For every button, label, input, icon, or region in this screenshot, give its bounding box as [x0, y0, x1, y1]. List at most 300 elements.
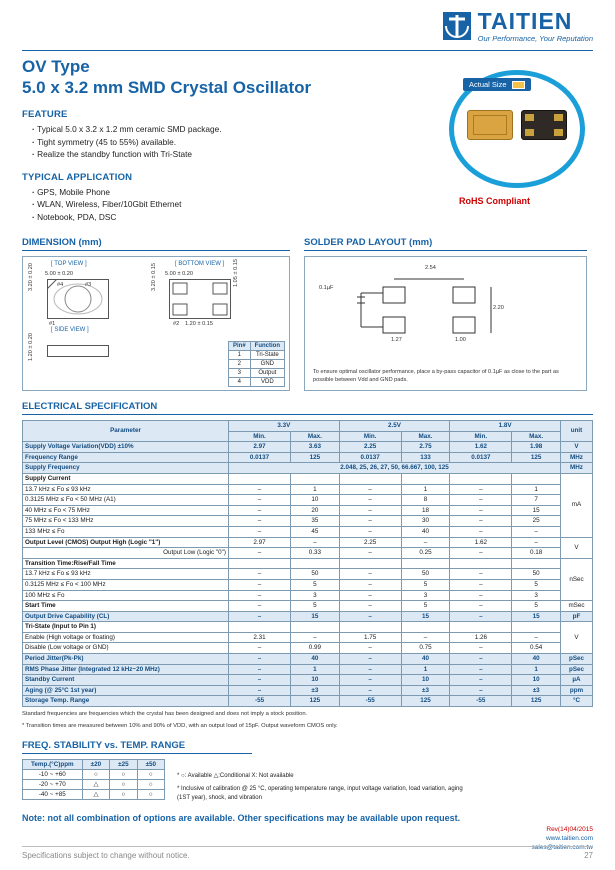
row-unit: pSec [561, 654, 593, 665]
brand-name: TAITIEN [477, 8, 573, 34]
cell: 45 [291, 526, 340, 537]
cell: 1.98 [512, 442, 561, 453]
feature-heading: FEATURE [22, 109, 68, 120]
row-parameter: Start Time [23, 601, 229, 612]
row-parameter: Supply Voltage Variation(VDD) ±10% [23, 442, 229, 453]
table-row [23, 473, 593, 484]
cell: 10 [291, 675, 340, 686]
row-unit: V [561, 622, 593, 654]
table-row [23, 569, 593, 580]
row-group-label: Tri-State (Input to Pin 1) [23, 622, 229, 633]
bottom-view-label: [ BOTTOM VIEW ] [175, 261, 225, 267]
row-parameter: 13.7 kHz ≤ Fo ≤ 93 kHz [23, 569, 229, 580]
cell: – [512, 632, 561, 643]
stability-heading: FREQ. STABILITY vs. TEMP. RANGE [22, 740, 252, 754]
temp-range: -20 ~ +70 [23, 780, 83, 790]
cell: 125 [512, 696, 561, 707]
cell: 0.99 [291, 643, 340, 654]
cell: 125 [291, 696, 340, 707]
cell: 125 [401, 696, 450, 707]
availability-note: Note: not all combination of options are available. Other specifications may be available upon request. [22, 813, 461, 824]
table-row [23, 463, 593, 474]
table-row [23, 611, 593, 622]
row-unit: mSec [561, 601, 593, 612]
table-row [23, 558, 593, 569]
pin-number: 1 [229, 351, 251, 360]
row-unit: µA [561, 675, 593, 686]
cell: 18 [401, 505, 450, 516]
cell: 50 [291, 569, 340, 580]
cell: – [229, 579, 291, 590]
dim-top-height: 3.20 ± 0.20 [28, 263, 34, 291]
table-row [23, 442, 593, 453]
cell: – [229, 675, 291, 686]
cell: – [339, 505, 401, 516]
cell: – [339, 579, 401, 590]
availability-mark: ○ [82, 770, 109, 780]
cell: 35 [291, 516, 340, 527]
cell: – [450, 526, 512, 537]
row-parameter: 133 MHz ≤ Fo [23, 526, 229, 537]
footer-disclaimer: Specifications subject to change without notice. [22, 851, 190, 860]
cell: – [512, 526, 561, 537]
table-row [23, 632, 593, 643]
pin-function-table [228, 341, 285, 387]
temp-range: -10 ~ +60 [23, 770, 83, 780]
cell: 133 [401, 452, 450, 463]
product-title: 5.0 x 3.2 mm SMD Crystal Oscillator [22, 78, 312, 97]
row-parameter: Period Jitter(Pk-Pk) [23, 654, 229, 665]
stability-note-2: * Inclusive of calibration @ 25 °C, operating temperature range, input voltage variation, load variation, aging (1ST year), shock, and vibration [177, 786, 463, 802]
cell: – [450, 675, 512, 686]
cell: – [339, 526, 401, 537]
cell: 0.18 [512, 548, 561, 559]
product-type: OV Type [22, 57, 90, 76]
cell: – [450, 484, 512, 495]
cell: 5 [401, 601, 450, 612]
cell: – [450, 579, 512, 590]
cell: 5 [512, 579, 561, 590]
row-group-label: Transition Time:Rise/Fall Time [23, 558, 229, 569]
row-parameter: 0.3125 MHz ≤ Fo < 100 MHz [23, 579, 229, 590]
cell: 1 [291, 664, 340, 675]
cell-span: 2.048, 25, 26, 27, 50, 66.667, 100, 125 [229, 463, 561, 474]
cell: 3 [291, 590, 340, 601]
stability-col-25: ±25 [110, 760, 137, 770]
cell: 1 [291, 484, 340, 495]
cell: – [450, 548, 512, 559]
table-row [23, 590, 593, 601]
voltage-header-3v3: 3.3V [229, 421, 340, 432]
cell: 0.0137 [339, 452, 401, 463]
table-row [23, 654, 593, 665]
row-group-label: Supply Current [23, 473, 229, 484]
table-row [23, 696, 593, 707]
row-parameter: RMS Phase Jitter (Integrated 12 kHz~20 MHz) [23, 664, 229, 675]
cell: 2.25 [339, 442, 401, 453]
cell: 0.33 [291, 548, 340, 559]
drawings-row [22, 256, 593, 391]
cell: – [229, 495, 291, 506]
solder-dim-c: 1.27 [391, 337, 402, 343]
list-item: · WLAN, Wireless, Fiber/10Gbit Ethernet [32, 198, 593, 211]
table-row [23, 548, 593, 559]
table-row [23, 484, 593, 495]
cell: 15 [512, 611, 561, 622]
row-parameter: Output Level (CMOS) Output High (Logic "1") [23, 537, 229, 548]
cell: – [339, 643, 401, 654]
dim-side-h: 1.20 ± 0.20 [28, 333, 34, 361]
stability-table [22, 759, 165, 800]
cell: -55 [229, 696, 291, 707]
cell: 5 [291, 601, 340, 612]
pin-number: 3 [229, 369, 251, 378]
solder-dim-a: 2.54 [425, 265, 436, 271]
cell: – [339, 495, 401, 506]
cell: 40 [512, 654, 561, 665]
cell: – [339, 654, 401, 665]
cell: – [229, 664, 291, 675]
list-item: · GPS, Mobile Phone [32, 186, 593, 199]
pin-mark-1: #1 [49, 321, 56, 327]
cell: 30 [401, 516, 450, 527]
cell: – [339, 611, 401, 622]
cell: 1 [401, 664, 450, 675]
cell: 2.25 [339, 537, 401, 548]
row-parameter: Output Drive Capability (CL) [23, 611, 229, 622]
cell: 1.26 [450, 632, 512, 643]
row-unit: nSec [561, 558, 593, 600]
dim-top-width: 5.00 ± 0.20 [45, 271, 73, 277]
spec-footnote-1: Standard frequencies are frequencies which the crystal has been designed and does not imply a stock position. [22, 711, 308, 718]
stability-col-50: ±50 [137, 760, 164, 770]
cell: – [339, 569, 401, 580]
table-row [229, 369, 285, 378]
cell: 15 [401, 611, 450, 622]
row-unit: MHz [561, 452, 593, 463]
row-parameter: 13.7 kHz ≤ Fo ≤ 93 kHz [23, 484, 229, 495]
cell: – [339, 675, 401, 686]
cell: 10 [401, 675, 450, 686]
row-parameter: Output Low (Logic "0") [23, 548, 229, 559]
cell: – [229, 505, 291, 516]
cell: – [401, 537, 450, 548]
list-item: · Tight symmetry (45 to 55%) available. [32, 136, 593, 149]
rohs-label: RoHS Compliant [459, 196, 530, 206]
cell: – [291, 537, 340, 548]
row-parameter: Frequency Range [23, 452, 229, 463]
pin-function: Output [250, 369, 284, 378]
actual-size-label: Actual Size [469, 80, 507, 89]
list-item: · Notebook, PDA, DSC [32, 211, 593, 224]
row-parameter: 0.3125 MHz ≤ Fo < 50 MHz (A1) [23, 495, 229, 506]
cell: 2.97 [229, 442, 291, 453]
cell: ±3 [512, 685, 561, 696]
package-bottom-photo [521, 110, 567, 140]
chip-outline-icon [512, 81, 525, 89]
table-row [23, 495, 593, 506]
cell: 8 [401, 495, 450, 506]
row-parameter: Storage Temp. Range [23, 696, 229, 707]
package-top-photo [467, 110, 513, 140]
unit-header: unit [561, 421, 593, 442]
cell: ±3 [401, 685, 450, 696]
cell: 125 [291, 452, 340, 463]
pin-mark-4: #4 [57, 282, 64, 288]
cell: – [450, 495, 512, 506]
dimension-drawing [22, 256, 290, 391]
cell: – [450, 505, 512, 516]
row-unit: pSec [561, 664, 593, 675]
row-parameter: Enable (High voltage or floating) [23, 632, 229, 643]
table-row [23, 516, 593, 527]
row-unit: MHz [561, 463, 593, 474]
cell: 10 [512, 675, 561, 686]
row-unit: mA [561, 473, 593, 537]
pin-mark-2: #2 [173, 321, 180, 327]
cell: 0.54 [512, 643, 561, 654]
cell: – [229, 643, 291, 654]
availability-mark: △ [82, 780, 109, 790]
cell: – [450, 643, 512, 654]
table-row [23, 770, 165, 780]
solder-pad-drawing [304, 256, 587, 391]
cell: 40 [291, 654, 340, 665]
cell: – [339, 664, 401, 675]
cell: 1.75 [339, 632, 401, 643]
cell: 50 [512, 569, 561, 580]
cell: 1 [512, 484, 561, 495]
voltage-header-1v8: 1.8V [450, 421, 561, 432]
page-number: 27 [584, 851, 593, 860]
list-item: · Realize the standby function with Tri-State [32, 148, 593, 161]
table-header-row [23, 760, 165, 770]
row-parameter: 40 MHz ≤ Fo < 75 MHz [23, 505, 229, 516]
cell: – [229, 548, 291, 559]
cell: – [450, 516, 512, 527]
stability-corner-header [23, 760, 83, 770]
row-parameter: Disable (Low voltage or GND) [23, 643, 229, 654]
cell: 2.31 [229, 632, 291, 643]
max-header: Max. [401, 431, 450, 442]
cell: 0.0137 [450, 452, 512, 463]
revision-number: Rev(14)04/2015 [546, 826, 593, 834]
cell: – [401, 632, 450, 643]
pin-function: Tri-State [250, 351, 284, 360]
cell: – [229, 601, 291, 612]
availability-mark: ○ [110, 780, 137, 790]
cell: – [450, 569, 512, 580]
table-row [23, 664, 593, 675]
row-unit: ppm [561, 685, 593, 696]
cell: 3 [512, 590, 561, 601]
cell: 2.75 [401, 442, 450, 453]
cell: 20 [291, 505, 340, 516]
cell: -55 [450, 696, 512, 707]
cell: – [450, 590, 512, 601]
pin-number: 4 [229, 378, 251, 387]
top-view-label: [ TOP VIEW ] [51, 261, 87, 267]
cell: 3 [401, 590, 450, 601]
parameter-header: Parameter [23, 421, 229, 442]
cell: – [339, 516, 401, 527]
bottom-view-pads-icon [169, 279, 231, 319]
cell: – [450, 611, 512, 622]
solder-pad-icon [313, 273, 563, 343]
side-view-outline [47, 345, 109, 357]
cell: – [450, 664, 512, 675]
stability-col-20: ±20 [82, 760, 109, 770]
actual-size-badge [463, 78, 531, 91]
availability-mark: △ [82, 790, 109, 800]
page-header [22, 0, 593, 48]
table-row [229, 351, 285, 360]
page-footer [22, 846, 593, 860]
max-header: Max. [291, 431, 340, 442]
pin-col-header: Pin# [229, 342, 251, 351]
cell: – [339, 685, 401, 696]
solder-dim-b: 2.20 [493, 305, 504, 311]
table-row [23, 675, 593, 686]
list-item: · Typical 5.0 x 3.2 x 1.2 mm ceramic SMD package. [32, 123, 593, 136]
cell: – [229, 526, 291, 537]
cell: – [229, 685, 291, 696]
row-unit: °C [561, 696, 593, 707]
cell: 50 [401, 569, 450, 580]
min-header: Min. [339, 431, 401, 442]
solder-dim-d: 1.00 [455, 337, 466, 343]
table-row [229, 360, 285, 369]
pin-function: VDD [250, 378, 284, 387]
capacitor-label: 0.1µF [319, 285, 334, 291]
cell: – [229, 654, 291, 665]
cell: 15 [291, 611, 340, 622]
row-parameter: 100 MHz ≤ Fo [23, 590, 229, 601]
table-header-row [23, 421, 593, 432]
temp-range: -40 ~ +85 [23, 790, 83, 800]
row-unit: pF [561, 611, 593, 622]
table-row [23, 780, 165, 790]
cell: – [229, 516, 291, 527]
cell: 40 [401, 654, 450, 665]
max-header: Max. [512, 431, 561, 442]
cell: – [450, 685, 512, 696]
cell: 1.62 [450, 537, 512, 548]
solder-heading: SOLDER PAD LAYOUT (mm) [304, 237, 587, 251]
cell: 40 [401, 526, 450, 537]
min-header: Min. [229, 431, 291, 442]
row-parameter: Standby Current [23, 675, 229, 686]
dim-pad-h: 1.05 ± 0.15 [233, 259, 239, 287]
stability-note-1: * ○: Available △:Conditional X: Not available [177, 773, 294, 780]
ppm-label: ppm [60, 761, 74, 769]
table-row [23, 643, 593, 654]
cell: – [229, 611, 291, 622]
application-heading: TYPICAL APPLICATION [22, 171, 133, 183]
cell: – [229, 484, 291, 495]
cell: – [339, 590, 401, 601]
cell: – [339, 601, 401, 612]
cell: 0.0137 [229, 452, 291, 463]
cell: – [291, 632, 340, 643]
pin-number: 2 [229, 360, 251, 369]
table-row [23, 505, 593, 516]
email-link[interactable]: sales@taitien.com.tw [531, 844, 593, 852]
pin-mark-3: #3 [85, 282, 92, 288]
cell: 3.63 [291, 442, 340, 453]
function-col-header: Function [250, 342, 284, 351]
min-header: Min. [450, 431, 512, 442]
header-divider [22, 50, 593, 51]
cell: 7 [512, 495, 561, 506]
actual-size-illustration [441, 70, 591, 206]
table-row [229, 378, 285, 387]
cell: 15 [512, 505, 561, 516]
row-parameter: Supply Frequency [23, 463, 229, 474]
electrical-spec-table [22, 420, 593, 707]
dim-bottom-width: 5.00 ± 0.20 [165, 271, 193, 277]
cell: – [339, 484, 401, 495]
row-unit: V [561, 442, 593, 453]
cell: 125 [512, 452, 561, 463]
section-bars [22, 237, 593, 251]
electrical-spec-heading: ELECTRICAL SPECIFICATION [22, 401, 593, 415]
row-parameter: Aging (@ 25°C 1st year) [23, 685, 229, 696]
voltage-header-2v5: 2.5V [339, 421, 450, 432]
cell: 2.97 [229, 537, 291, 548]
cell: – [339, 548, 401, 559]
table-row [23, 537, 593, 548]
dim-bottom-height: 3.20 ± 0.15 [151, 263, 157, 291]
table-row [23, 526, 593, 537]
availability-mark: ○ [137, 770, 164, 780]
cell: 5 [401, 579, 450, 590]
availability-mark: ○ [137, 790, 164, 800]
brand-logo [442, 10, 593, 43]
availability-mark: ○ [110, 770, 137, 780]
dim-pad-w: 1.20 ± 0.15 [185, 321, 213, 327]
taitien-logo-icon [442, 11, 472, 41]
table-row [23, 685, 593, 696]
availability-mark: ○ [110, 790, 137, 800]
cell: 10 [291, 495, 340, 506]
cell: 0.25 [401, 548, 450, 559]
cell: – [229, 590, 291, 601]
cell: 5 [512, 601, 561, 612]
row-parameter: 75 MHz ≤ Fo < 133 MHz [23, 516, 229, 527]
availability-mark: ○ [137, 780, 164, 790]
solder-note: To ensure optimal oscillator performance, place a by-pass capacitor of 0.1µF as close to the part as possible between Vdd and GND pads. [313, 369, 559, 383]
row-unit: V [561, 537, 593, 558]
cell: -55 [339, 696, 401, 707]
cell: ±3 [291, 685, 340, 696]
temp-label: Temp.(°C) [31, 761, 61, 769]
cell: 1.62 [450, 442, 512, 453]
cell: – [512, 537, 561, 548]
table-row [23, 622, 593, 633]
cell: 5 [291, 579, 340, 590]
dimension-heading: DIMENSION (mm) [22, 237, 290, 251]
cell: 0.75 [401, 643, 450, 654]
cell: – [450, 654, 512, 665]
cell: 25 [512, 516, 561, 527]
cell: 1 [401, 484, 450, 495]
cell: – [450, 601, 512, 612]
table-row [23, 452, 593, 463]
side-view-label: [ SIDE VIEW ] [51, 327, 89, 333]
package-photos [467, 110, 567, 140]
website-link[interactable]: www.taitien.com [546, 835, 593, 843]
